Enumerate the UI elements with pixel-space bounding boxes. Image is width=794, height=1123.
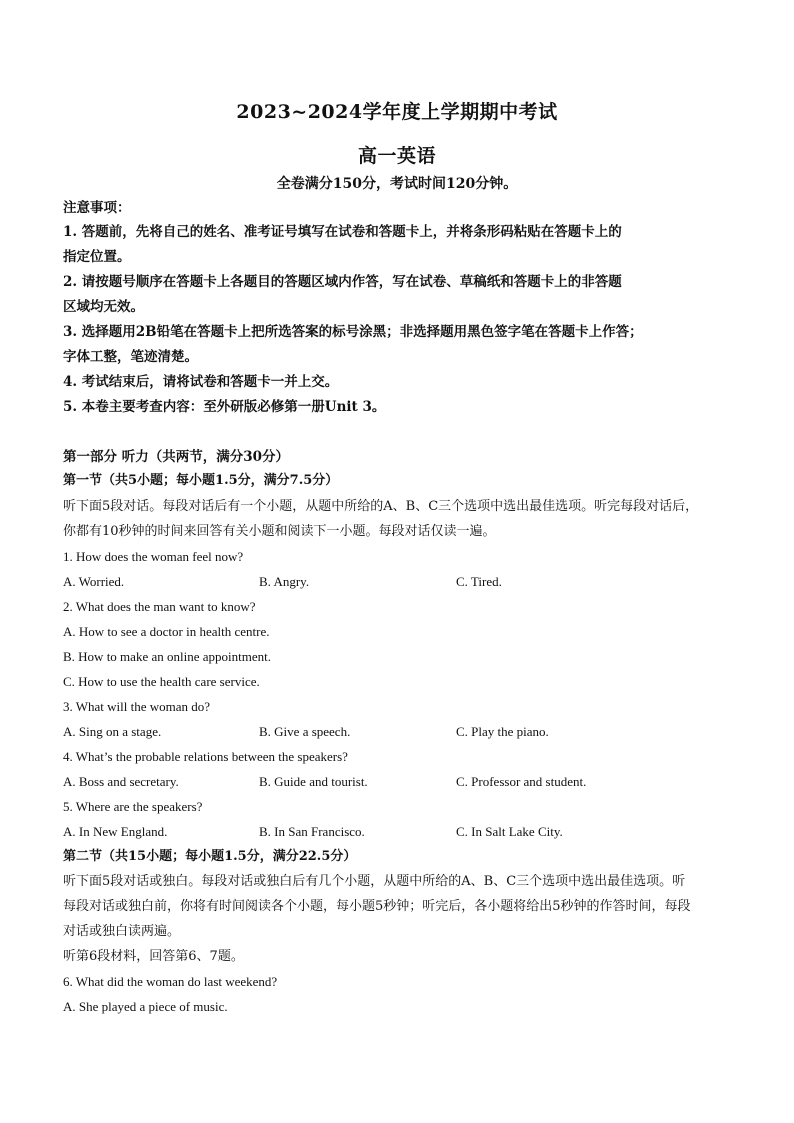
question-stem: 6. What did the woman do last weekend? (63, 974, 278, 989)
note-line: 2. 请按题号顺序在答题卡上各题目的答题区域内作答，写在试卷、草稿纸和答题卡上的非答题 (63, 274, 622, 290)
note-line: 1. 答题前，先将自己的姓名、准考证号填写在试卷和答题卡上，并将条形码粘贴在答题卡上的 (63, 224, 622, 240)
question-stem: 3. What will the woman do? (63, 699, 211, 714)
note-line: 字体工整，笔迹清楚。 (63, 349, 198, 365)
question-stem: 1. How does the woman feel now? (63, 549, 244, 564)
subject-title: 高一英语 (357, 145, 436, 167)
option-b: B. How to make an online appointment. (63, 649, 271, 664)
option-a: A. She played a piece of music. (63, 999, 228, 1014)
option-b: B. Give a speech. (259, 724, 351, 739)
option-a: A. In New England. (63, 824, 168, 839)
note-line: 3. 选择题用2B铅笔在答题卡上把所选答案的标号涂黑；非选择题用黑色签字笔在答题卡上作答； (63, 324, 643, 340)
option-c: C. Play the piano. (456, 724, 549, 739)
notes-heading: 注意事项： (63, 200, 131, 216)
exam-info: 全卷满分150分，考试时间120分钟。 (276, 176, 518, 192)
section2-instructions: 对话或独白读两遍。 (63, 924, 181, 939)
part1-heading: 第一部分 听力（共两节，满分30分） (63, 449, 289, 465)
option-a: A. How to see a doctor in health centre. (63, 624, 270, 639)
section1-instructions: 你都有10秒钟的时间来回答有关小题和阅读下一小题。每段对话仅读一遍。 (63, 524, 496, 539)
question-stem: 5. Where are the speakers? (63, 799, 203, 814)
option-c: C. Tired. (456, 574, 502, 589)
section2-instructions: 听下面5段对话或独白。每段对话或独白后有几个小题，从题中所给的A、B、C三个选项中选出最佳选项。听 (63, 874, 686, 889)
material-note: 听第6段材料，回答第6、7题。 (63, 949, 244, 964)
option-a: A. Sing on a stage. (63, 724, 162, 739)
question-stem: 2. What does the man want to know? (63, 599, 256, 614)
exam-title: 2023~2024学年度上学期期中考试 (236, 101, 558, 123)
note-line: 指定位置。 (63, 249, 131, 265)
option-c: C. How to use the health care service. (63, 674, 260, 689)
note-line: 区域均无效。 (63, 299, 144, 315)
option-a: A. Worried. (63, 574, 125, 589)
section2-instructions: 每段对话或独白前，你将有时间阅读各个小题，每小题5秒钟；听完后，各小题将给出5秒钟的作答时间，每段 (63, 899, 691, 914)
option-c: C. Professor and student. (456, 774, 587, 789)
option-b: B. Angry. (259, 574, 310, 589)
option-b: B. Guide and tourist. (259, 774, 368, 789)
option-c: C. In Salt Lake City. (456, 824, 563, 839)
question-stem: 4. What’s the probable relations between the speakers? (63, 749, 348, 764)
note-line: 4. 考试结束后，请将试卷和答题卡一并上交。 (63, 374, 339, 390)
section1-heading: 第一节（共5小题；每小题1.5分，满分7.5分） (63, 473, 339, 488)
option-a: A. Boss and secretary. (63, 774, 179, 789)
option-b: B. In San Francisco. (259, 824, 365, 839)
note-line: 5. 本卷主要考查内容：至外研版必修第一册Unit 3。 (63, 399, 386, 415)
section1-instructions: 听下面5段对话。每段对话后有一个小题，从题中所给的A、B、C三个选项中选出最佳选项。听完每段对话后， (63, 499, 699, 514)
section2-heading: 第二节（共15小题；每小题1.5分，满分22.5分） (63, 849, 357, 864)
